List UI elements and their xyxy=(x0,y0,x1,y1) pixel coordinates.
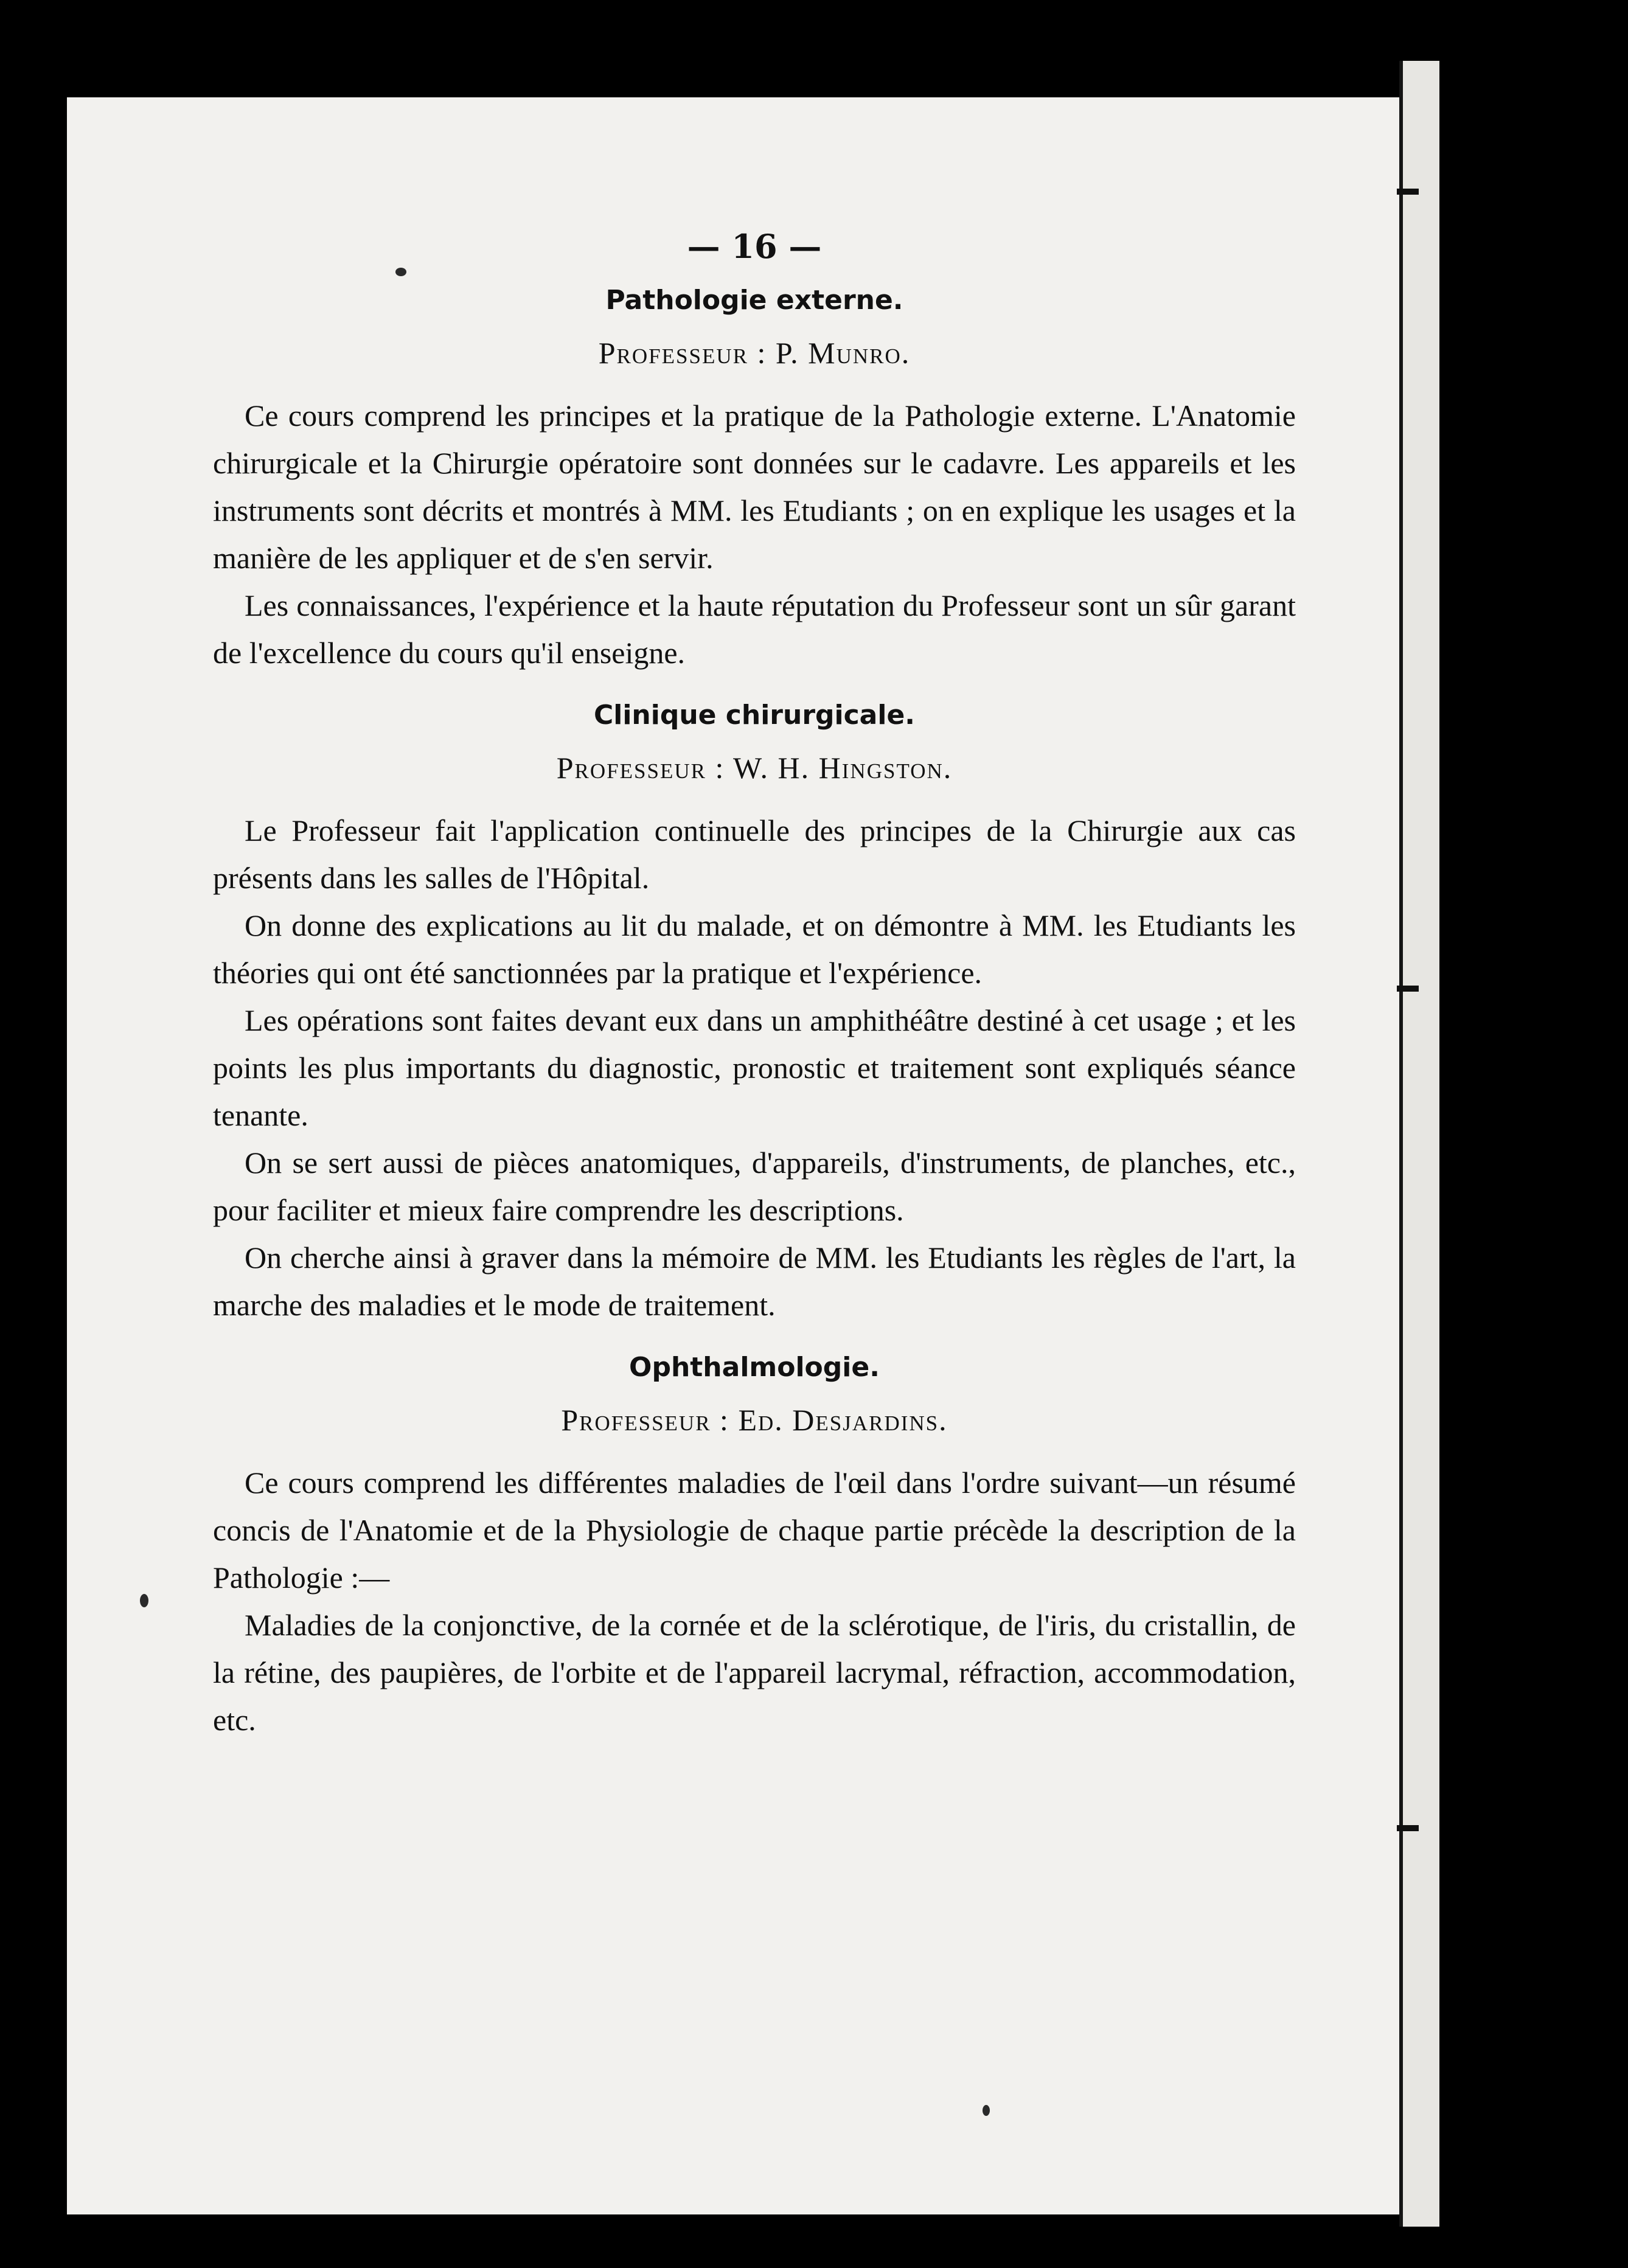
binding-mark xyxy=(1397,1825,1419,1831)
professor-line xyxy=(213,743,1296,792)
binding-mark xyxy=(1397,986,1419,992)
paragraph: Ce cours comprend les différentes maladies de l'œil dans l'ordre suivant—un résumé concis de l'Anatomie et de la Physiologie de chaque partie précède la description de la Pathologie :— xyxy=(213,1466,1296,1595)
section-title: Clinique chirurgicale. xyxy=(593,700,916,731)
section-ophthalmologie xyxy=(213,1343,1296,1744)
page-number: — 16 — xyxy=(687,227,822,266)
professor-label: Professeur : xyxy=(556,751,725,785)
paragraph: Maladies de la conjonctive, de la cornée et de la sclérotique, de l'iris, du cristallin, de la rétine, des paupières, de l'orbite et de l'appareil lacrymal, réfraction, accommodation, etc. xyxy=(213,1608,1296,1737)
paragraph: On se sert aussi de pièces anatomiques, d'appareils, d'instruments, de planches, etc., pour faciliter et mieux faire comprendre les descriptions. xyxy=(213,1146,1296,1227)
professor-line xyxy=(213,329,1296,377)
paragraph: Le Professeur fait l'application continuelle des principes de la Chirurgie aux cas présents dans les salles de l'Hôpital. xyxy=(213,813,1296,895)
book-binding-edge xyxy=(1399,61,1439,2227)
paragraph: Les connaissances, l'expérience et la haute réputation du Professeur sont un sûr garant de l'excellence du cours qu'il enseigne. xyxy=(213,588,1296,670)
ink-speck xyxy=(983,2105,990,2116)
paragraph: On donne des explications au lit du malade, et on démontre à MM. les Etudiants les théories qui ont été sanctionnées par la pratique et l'expérience. xyxy=(213,908,1296,990)
section-pathologie-externe xyxy=(213,276,1296,677)
professor-name: P. Munro. xyxy=(775,336,911,370)
professor-name: Ed. Desjardins. xyxy=(738,1403,948,1437)
section-clinique-chirurgicale xyxy=(213,691,1296,1329)
professor-name: W. H. Hingston. xyxy=(732,751,953,785)
paragraph: Ce cours comprend les principes et la pratique de la Pathologie externe. L'Anatomie chirurgicale et la Chirurgie opératoire sont données sur le cadavre. Les appareils et les instruments sont décrits et montrés à MM. les Etudiants ; on en explique les usages et la manière de les appliquer et de s'en servir. xyxy=(213,398,1296,575)
professor-label: Professeur : xyxy=(561,1403,729,1437)
paragraph: Les opérations sont faites devant eux dans un amphithéâtre destiné à cet usage ; et les points les plus importants du diagnostic, pronostic et traitement sont expliqués séance tenante. xyxy=(213,1003,1296,1132)
professor-line xyxy=(213,1396,1296,1444)
document-page xyxy=(67,97,1436,2214)
ink-speck xyxy=(140,1594,148,1607)
binding-mark xyxy=(1397,189,1419,195)
professor-label: Professeur : xyxy=(598,336,767,370)
page-text xyxy=(213,219,1296,1744)
paragraph: On cherche ainsi à graver dans la mémoire de MM. les Etudiants les règles de l'art, la marche des maladies et le mode de traitement. xyxy=(213,1240,1296,1322)
section-title: Pathologie externe. xyxy=(605,285,903,316)
section-title: Ophthalmologie. xyxy=(629,1352,880,1383)
